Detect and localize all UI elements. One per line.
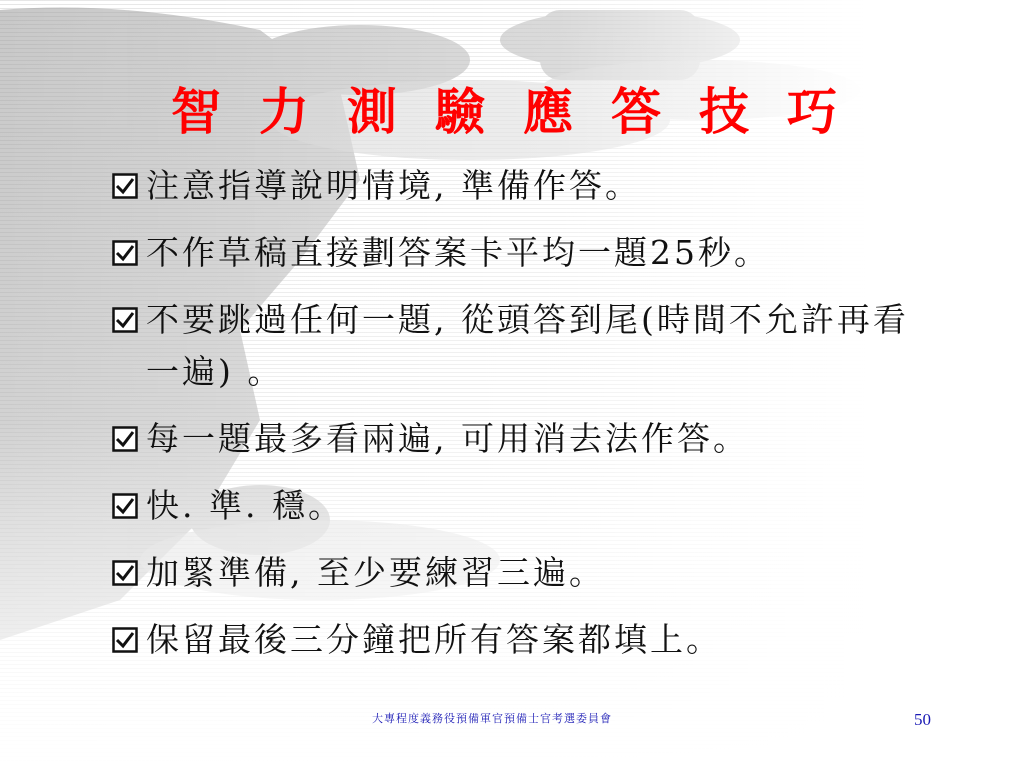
checked-checkbox-icon	[112, 480, 146, 532]
bullet-text: 不要跳過任何一題, 從頭答到尾(時間不允許再看一遍) 。	[146, 300, 909, 391]
checked-checkbox-icon	[112, 614, 146, 666]
bullet-text: 加緊準備, 至少要練習三遍。	[146, 553, 605, 592]
bullet-item	[112, 614, 942, 666]
page-number: 50	[914, 710, 931, 729]
checked-checkbox-icon	[112, 227, 146, 279]
bullet-item	[112, 160, 942, 212]
checked-checkbox-icon	[112, 547, 146, 599]
bullet-item	[112, 547, 942, 599]
bullet-item	[112, 480, 942, 532]
bullet-item	[112, 413, 942, 465]
bullet-text: 快. 準. 穩。	[146, 486, 344, 525]
bullet-text: 每一題最多看兩遍, 可用消去法作答。	[146, 419, 749, 458]
slide-title: 智力測驗應答技巧	[171, 82, 875, 141]
checked-checkbox-icon	[112, 294, 146, 346]
bullet-item	[112, 294, 942, 398]
bullet-text: 保留最後三分鐘把所有答案都填上。	[146, 620, 722, 659]
checked-checkbox-icon	[112, 413, 146, 465]
bullet-list	[112, 160, 942, 681]
footer-organization: 大專程度義務役預備軍官預備士官考選委員會	[372, 712, 612, 725]
bullet-item	[112, 227, 942, 279]
checked-checkbox-icon	[112, 160, 146, 212]
bullet-text: 不作草稿直接劃答案卡平均一題25秒。	[146, 233, 770, 272]
bullet-text: 注意指導說明情境, 準備作答。	[146, 166, 641, 205]
